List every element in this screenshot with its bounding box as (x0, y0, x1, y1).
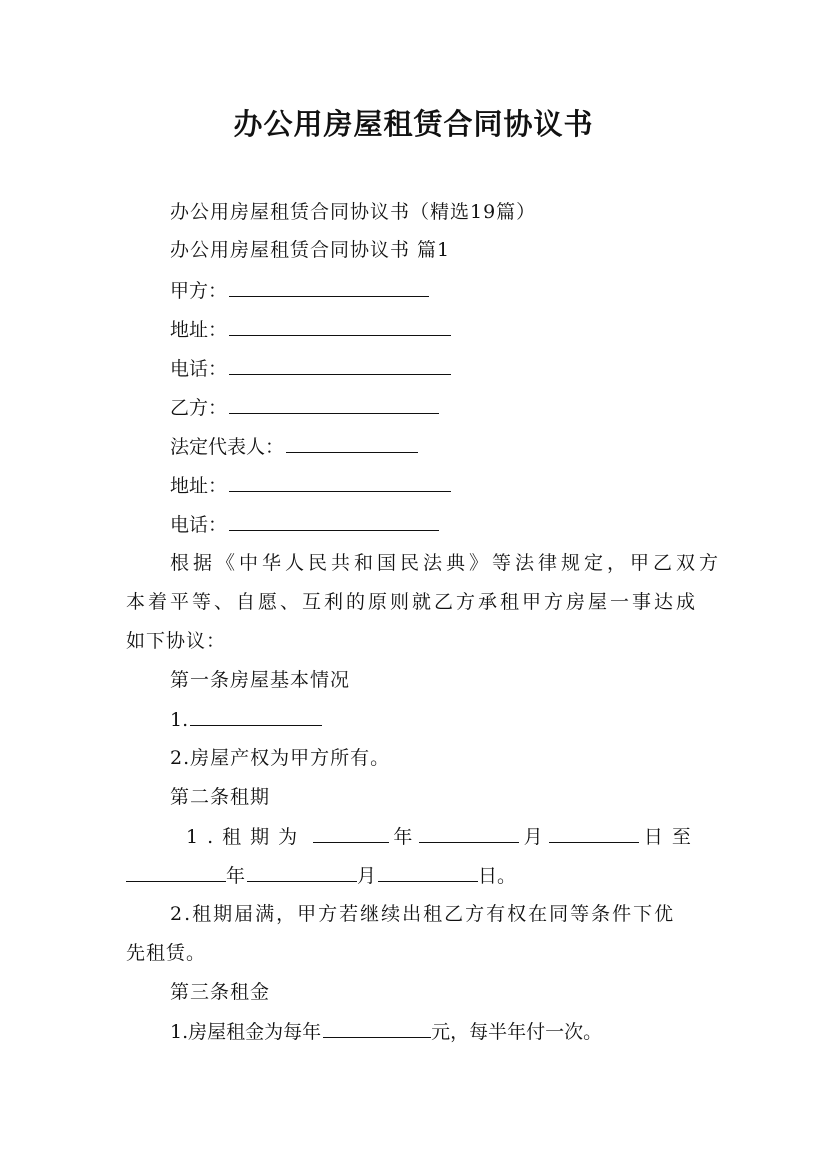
party-a-label: 甲方： (170, 280, 228, 302)
party-a-line (170, 276, 429, 305)
legal-rep-blank (286, 432, 418, 453)
section-2-item-2-line-1: 2.租期届满，甲方若继续出租乙方有权在同等条件下优 (170, 903, 676, 925)
section-2-item-1-line-2 (126, 861, 516, 890)
phone-a-label: 电话： (170, 358, 228, 380)
phone-a-line (170, 354, 451, 383)
section-1-item-1-blank (190, 705, 322, 726)
start-month-unit: 月 (523, 826, 543, 848)
phone-a-blank (229, 354, 451, 375)
end-year-unit: 年 (226, 865, 246, 887)
phone-b-blank (229, 510, 439, 531)
legal-rep-label: 法定代表人： (170, 436, 285, 458)
annual-rent-blank (323, 1017, 431, 1038)
section-1-item-1-number: 1. (170, 709, 189, 731)
party-a-blank (229, 276, 429, 297)
end-day-unit: 日。 (478, 865, 517, 887)
section-2-heading: 第二条租期 (170, 786, 271, 808)
section-1-item-2: 2.房屋产权为甲方所有。 (170, 747, 391, 769)
address-b-blank (229, 471, 451, 492)
party-b-line (170, 393, 439, 422)
address-b-label: 地址： (170, 475, 228, 497)
address-a-blank (229, 315, 451, 336)
paragraph-1-line-1: 根据《中华人民共和国民法典》等法律规定，甲乙双方 (170, 552, 723, 574)
end-month-unit: 月 (357, 865, 377, 887)
lease-term-label: 1.租期为 (186, 826, 307, 848)
section-3-item-1 (170, 1017, 602, 1046)
legal-rep-line (170, 432, 418, 461)
start-year-blank (313, 822, 389, 843)
end-year-blank (126, 861, 226, 882)
party-b-label: 乙方： (170, 397, 228, 419)
phone-b-label: 电话： (170, 514, 228, 536)
section-2-item-2-line-2: 先租赁。 (126, 942, 207, 964)
article-heading: 办公用房屋租赁合同协议书 篇1 (170, 239, 451, 261)
section-2-item-1-line-1 (186, 822, 700, 851)
start-month-blank (419, 822, 519, 843)
phone-b-line (170, 510, 439, 539)
address-a-line (170, 315, 451, 344)
party-b-blank (229, 393, 439, 414)
rent-suffix: 元，每半年付一次。 (431, 1021, 603, 1043)
document-subtitle: 办公用房屋租赁合同协议书（精选19篇） (170, 201, 537, 223)
end-month-blank (247, 861, 357, 882)
section-1-item-1 (170, 705, 322, 734)
paragraph-1-line-2: 本着平等、自愿、互利的原则就乙方承租甲方房屋一事达成 (126, 591, 699, 613)
start-year-unit: 年 (393, 826, 413, 848)
address-a-label: 地址： (170, 319, 228, 341)
end-day-blank (378, 861, 478, 882)
start-day-unit: 日至 (643, 826, 700, 848)
section-1-heading: 第一条房屋基本情况 (170, 669, 351, 691)
paragraph-1-line-3: 如下协议： (126, 630, 227, 652)
rent-label: 1.房屋租金为每年 (170, 1021, 322, 1043)
document-title: 办公用房屋租赁合同协议书 (233, 107, 594, 141)
address-b-line (170, 471, 451, 500)
start-day-blank (549, 822, 639, 843)
section-3-heading: 第三条租金 (170, 981, 271, 1003)
